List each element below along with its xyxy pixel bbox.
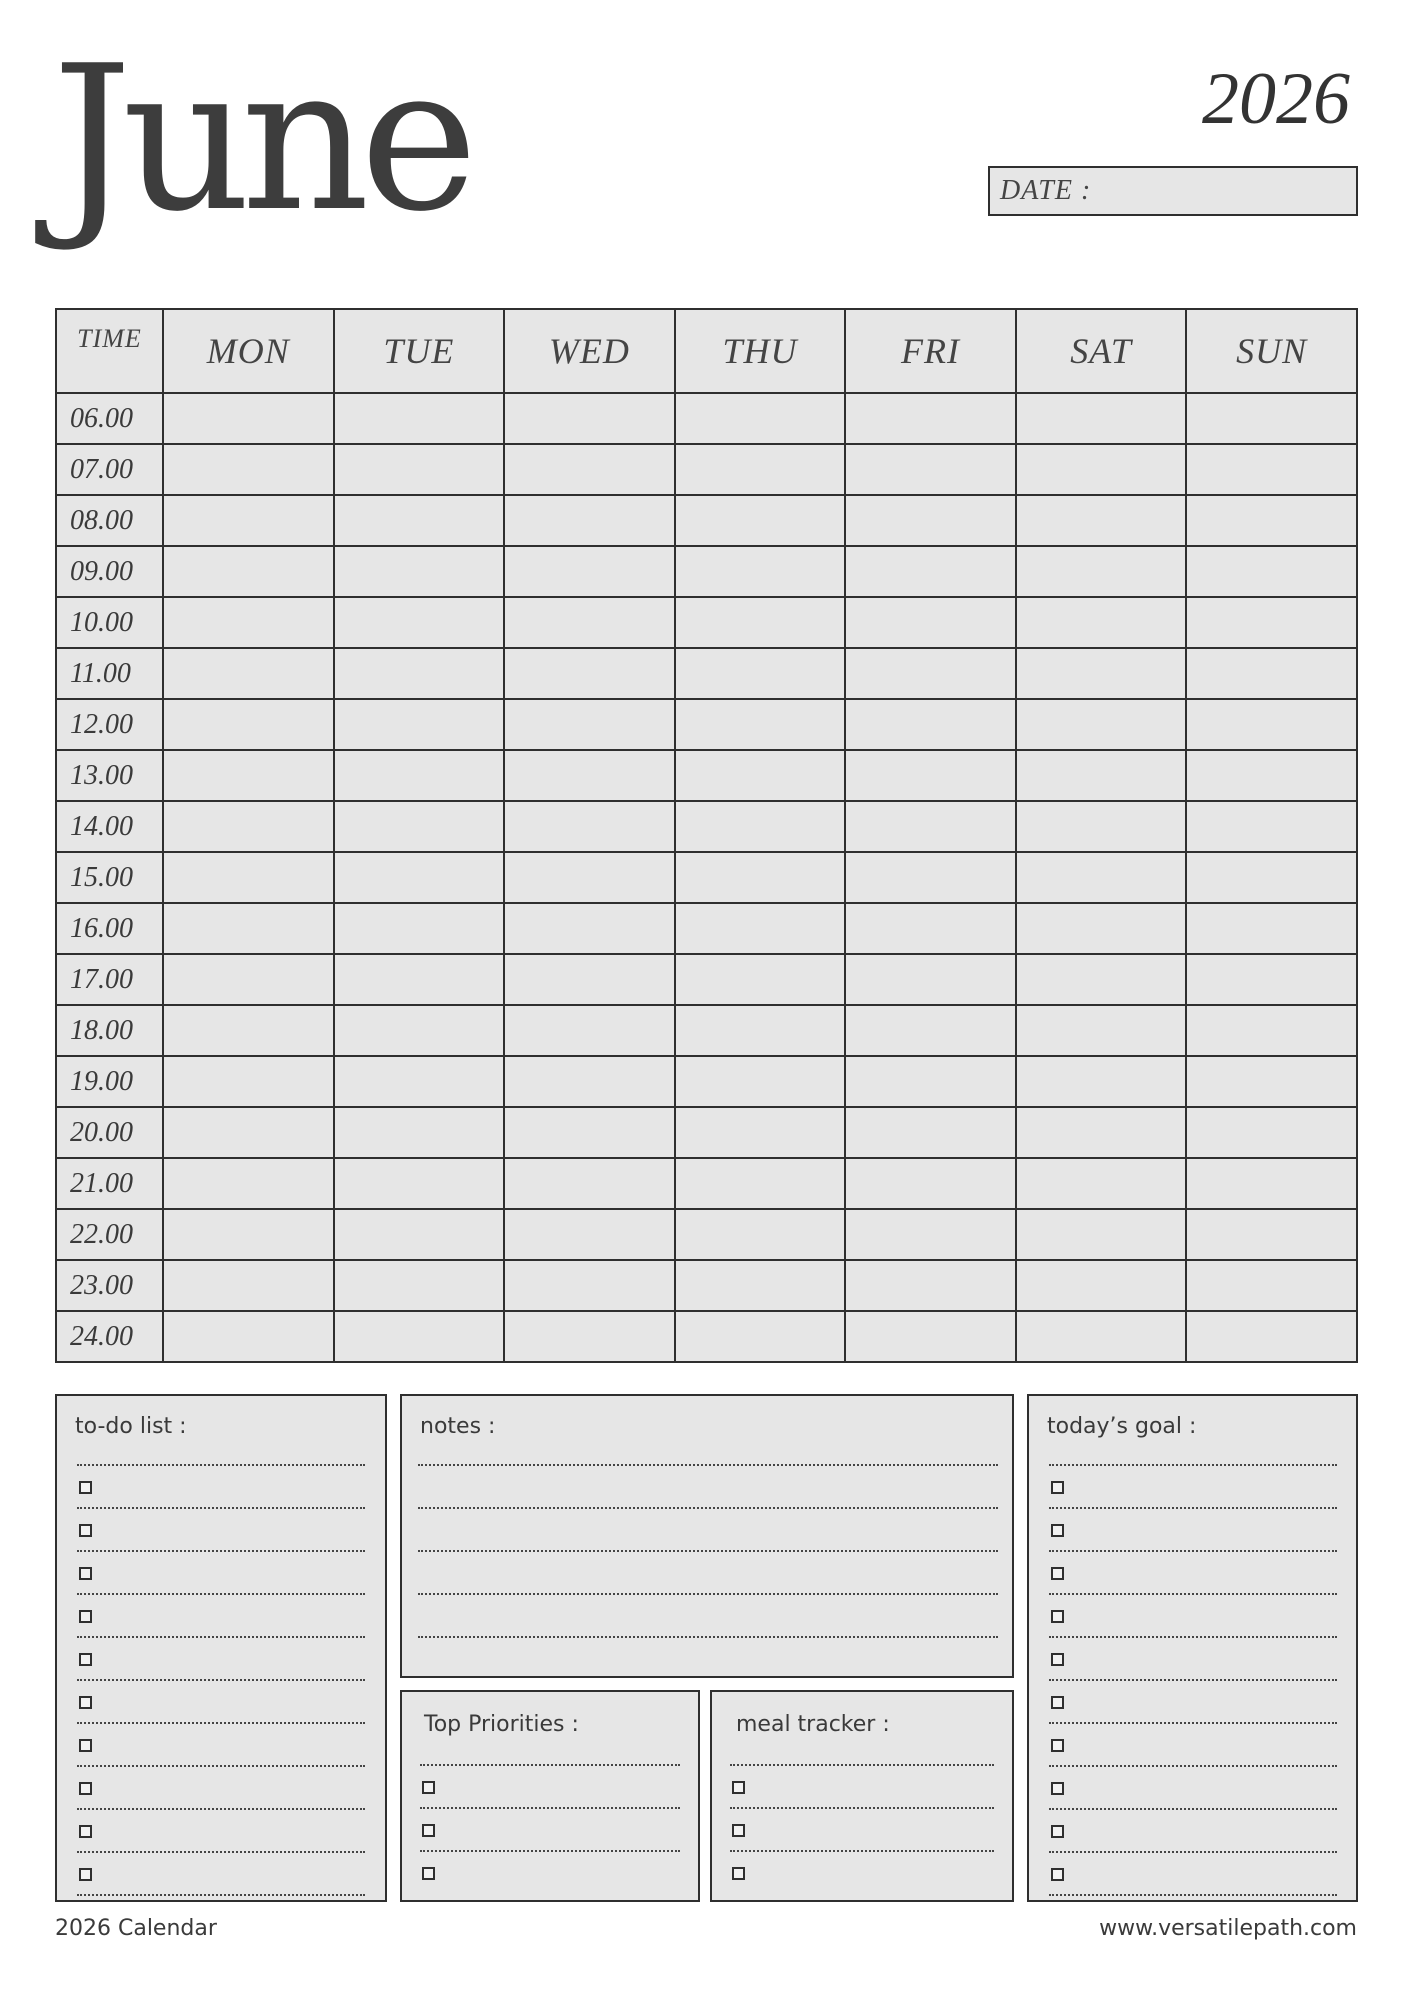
writing-line[interactable]: [1049, 1550, 1337, 1552]
checkbox[interactable]: [79, 1610, 92, 1623]
schedule-row: [56, 801, 1357, 852]
schedule-cell[interactable]: [1016, 546, 1187, 597]
time-label: 10.00: [56, 597, 163, 648]
schedule-cell[interactable]: [1016, 750, 1187, 801]
writing-line[interactable]: [1049, 1679, 1337, 1681]
writing-line[interactable]: [1049, 1808, 1337, 1810]
schedule-cell[interactable]: [1186, 1209, 1357, 1260]
writing-line[interactable]: [418, 1550, 998, 1552]
schedule-cell[interactable]: [1016, 1311, 1187, 1362]
writing-line[interactable]: [418, 1636, 998, 1638]
grid-header-row: [56, 309, 1357, 393]
schedule-cell[interactable]: [1186, 1107, 1357, 1158]
day-header-fri: FRI: [845, 309, 1016, 393]
schedule-cell[interactable]: [163, 699, 334, 750]
schedule-cell[interactable]: [1016, 393, 1187, 444]
writing-line[interactable]: [77, 1593, 365, 1595]
schedule-cell[interactable]: [675, 648, 846, 699]
schedule-cell[interactable]: [163, 1056, 334, 1107]
checkbox[interactable]: [1051, 1825, 1064, 1838]
schedule-cell[interactable]: [1016, 444, 1187, 495]
top-priorities-panel: [400, 1690, 700, 1902]
schedule-cell[interactable]: [845, 801, 1016, 852]
checkbox[interactable]: [79, 1868, 92, 1881]
time-label: 22.00: [56, 1209, 163, 1260]
checkbox[interactable]: [1051, 1653, 1064, 1666]
time-label: 07.00: [56, 444, 163, 495]
writing-line[interactable]: [418, 1593, 998, 1595]
year-title: 2026: [1202, 58, 1350, 140]
schedule-cell[interactable]: [1016, 597, 1187, 648]
checkbox[interactable]: [1051, 1524, 1064, 1537]
schedule-cell[interactable]: [675, 1107, 846, 1158]
schedule-cell[interactable]: [845, 852, 1016, 903]
writing-line[interactable]: [1049, 1765, 1337, 1767]
schedule-row: [56, 1209, 1357, 1260]
schedule-row: [56, 954, 1357, 1005]
schedule-cell[interactable]: [334, 648, 505, 699]
time-label: 14.00: [56, 801, 163, 852]
schedule-cell[interactable]: [334, 801, 505, 852]
schedule-cell[interactable]: [334, 954, 505, 1005]
checkbox[interactable]: [79, 1739, 92, 1752]
time-label: 15.00: [56, 852, 163, 903]
schedule-cell[interactable]: [504, 1209, 675, 1260]
checkbox[interactable]: [422, 1824, 435, 1837]
schedule-cell[interactable]: [163, 393, 334, 444]
checkbox[interactable]: [79, 1524, 92, 1537]
writing-line[interactable]: [77, 1808, 365, 1810]
schedule-cell[interactable]: [845, 597, 1016, 648]
schedule-cell[interactable]: [845, 546, 1016, 597]
schedule-cell[interactable]: [504, 699, 675, 750]
schedule-row: [56, 1056, 1357, 1107]
schedule-cell[interactable]: [163, 801, 334, 852]
schedule-cell[interactable]: [845, 903, 1016, 954]
writing-line[interactable]: [418, 1507, 998, 1509]
schedule-cell[interactable]: [845, 1107, 1016, 1158]
schedule-cell[interactable]: [1016, 1260, 1187, 1311]
schedule-row: [56, 648, 1357, 699]
schedule-cell[interactable]: [334, 1209, 505, 1260]
checkbox[interactable]: [1051, 1567, 1064, 1580]
footer-website-link[interactable]: www.versatilepath.com: [1099, 1916, 1357, 1941]
schedule-cell[interactable]: [504, 1107, 675, 1158]
time-label: 24.00: [56, 1311, 163, 1362]
writing-line[interactable]: [420, 1764, 680, 1766]
schedule-cell[interactable]: [1016, 699, 1187, 750]
writing-line[interactable]: [77, 1636, 365, 1638]
writing-line[interactable]: [1049, 1722, 1337, 1724]
time-column-header: TIME: [56, 309, 163, 393]
checkbox[interactable]: [732, 1867, 745, 1880]
schedule-cell[interactable]: [675, 903, 846, 954]
writing-line[interactable]: [77, 1851, 365, 1853]
schedule-cell[interactable]: [504, 597, 675, 648]
schedule-cell[interactable]: [675, 444, 846, 495]
schedule-cell[interactable]: [845, 1209, 1016, 1260]
schedule-cell[interactable]: [334, 1005, 505, 1056]
schedule-row: [56, 1158, 1357, 1209]
day-header-mon: MON: [163, 309, 334, 393]
schedule-cell[interactable]: [845, 699, 1016, 750]
schedule-row: [56, 1311, 1357, 1362]
schedule-cell[interactable]: [845, 393, 1016, 444]
schedule-cell[interactable]: [504, 1005, 675, 1056]
writing-line[interactable]: [77, 1894, 365, 1896]
schedule-cell[interactable]: [1016, 1005, 1187, 1056]
schedule-cell[interactable]: [504, 852, 675, 903]
schedule-row: [56, 1260, 1357, 1311]
todo-list-title: to-do list :: [75, 1414, 187, 1439]
schedule-cell[interactable]: [334, 1056, 505, 1107]
schedule-cell[interactable]: [675, 1311, 846, 1362]
date-label: DATE :: [1000, 175, 1092, 206]
schedule-cell[interactable]: [504, 648, 675, 699]
schedule-cell[interactable]: [504, 393, 675, 444]
schedule-cell[interactable]: [163, 852, 334, 903]
schedule-cell[interactable]: [1186, 648, 1357, 699]
schedule-cell[interactable]: [1186, 699, 1357, 750]
schedule-cell[interactable]: [1186, 750, 1357, 801]
schedule-cell[interactable]: [845, 1158, 1016, 1209]
writing-line[interactable]: [1049, 1636, 1337, 1638]
schedule-cell[interactable]: [1016, 1209, 1187, 1260]
schedule-cell[interactable]: [1186, 801, 1357, 852]
checkbox[interactable]: [1051, 1610, 1064, 1623]
schedule-cell[interactable]: [334, 1107, 505, 1158]
checkbox[interactable]: [79, 1481, 92, 1494]
schedule-cell[interactable]: [845, 1260, 1016, 1311]
schedule-cell[interactable]: [1186, 852, 1357, 903]
checkbox[interactable]: [422, 1867, 435, 1880]
schedule-row: [56, 1005, 1357, 1056]
schedule-cell[interactable]: [504, 903, 675, 954]
checkbox[interactable]: [1051, 1481, 1064, 1494]
time-label: 09.00: [56, 546, 163, 597]
checkbox[interactable]: [1051, 1739, 1064, 1752]
schedule-cell[interactable]: [1186, 1260, 1357, 1311]
todo-list-panel: [55, 1394, 387, 1902]
day-header-sun: SUN: [1186, 309, 1357, 393]
schedule-cell[interactable]: [334, 444, 505, 495]
time-label: 18.00: [56, 1005, 163, 1056]
notes-title: notes :: [420, 1414, 496, 1439]
schedule-cell[interactable]: [1186, 954, 1357, 1005]
writing-line[interactable]: [1049, 1851, 1337, 1853]
time-label: 11.00: [56, 648, 163, 699]
schedule-cell[interactable]: [1186, 393, 1357, 444]
schedule-cell[interactable]: [675, 1260, 846, 1311]
schedule-row: [56, 903, 1357, 954]
schedule-cell[interactable]: [334, 1158, 505, 1209]
notes-panel: [400, 1394, 1014, 1678]
time-label: 08.00: [56, 495, 163, 546]
schedule-cell[interactable]: [334, 750, 505, 801]
schedule-row: [56, 1107, 1357, 1158]
checkbox[interactable]: [79, 1567, 92, 1580]
writing-line[interactable]: [77, 1550, 365, 1552]
schedule-row: [56, 597, 1357, 648]
todays-goal-title: today’s goal :: [1047, 1414, 1197, 1439]
time-label: 16.00: [56, 903, 163, 954]
schedule-cell[interactable]: [1186, 495, 1357, 546]
schedule-cell[interactable]: [504, 954, 675, 1005]
footer-left-text: 2026 Calendar: [55, 1916, 217, 1941]
weekly-schedule-grid: [55, 308, 1358, 1363]
schedule-cell[interactable]: [1186, 1158, 1357, 1209]
writing-line[interactable]: [1049, 1464, 1337, 1466]
schedule-cell[interactable]: [163, 648, 334, 699]
schedule-cell[interactable]: [334, 393, 505, 444]
schedule-cell[interactable]: [1186, 903, 1357, 954]
schedule-row: [56, 444, 1357, 495]
schedule-cell[interactable]: [1186, 1311, 1357, 1362]
writing-line[interactable]: [730, 1764, 994, 1766]
schedule-cell[interactable]: [163, 444, 334, 495]
checkbox[interactable]: [1051, 1782, 1064, 1795]
schedule-cell[interactable]: [675, 1005, 846, 1056]
schedule-row: [56, 852, 1357, 903]
time-label: 23.00: [56, 1260, 163, 1311]
schedule-cell[interactable]: [163, 954, 334, 1005]
writing-line[interactable]: [420, 1807, 680, 1809]
day-header-wed: WED: [504, 309, 675, 393]
schedule-cell[interactable]: [845, 954, 1016, 1005]
schedule-cell[interactable]: [504, 801, 675, 852]
schedule-cell[interactable]: [845, 648, 1016, 699]
writing-line[interactable]: [730, 1850, 994, 1852]
schedule-cell[interactable]: [1186, 444, 1357, 495]
schedule-cell[interactable]: [1186, 1056, 1357, 1107]
schedule-cell[interactable]: [675, 546, 846, 597]
schedule-cell[interactable]: [504, 1056, 675, 1107]
schedule-cell[interactable]: [163, 495, 334, 546]
day-header-sat: SAT: [1016, 309, 1187, 393]
schedule-cell[interactable]: [163, 1209, 334, 1260]
schedule-cell[interactable]: [1016, 954, 1187, 1005]
schedule-cell[interactable]: [504, 444, 675, 495]
checkbox[interactable]: [79, 1825, 92, 1838]
schedule-cell[interactable]: [1186, 1005, 1357, 1056]
writing-line[interactable]: [77, 1679, 365, 1681]
schedule-cell[interactable]: [504, 1260, 675, 1311]
schedule-cell[interactable]: [675, 1158, 846, 1209]
checkbox[interactable]: [1051, 1868, 1064, 1881]
schedule-cell[interactable]: [1016, 903, 1187, 954]
schedule-cell[interactable]: [1016, 852, 1187, 903]
schedule-cell[interactable]: [1186, 546, 1357, 597]
schedule-cell[interactable]: [675, 597, 846, 648]
top-priorities-title: Top Priorities :: [424, 1712, 579, 1737]
writing-line[interactable]: [1049, 1507, 1337, 1509]
meal-tracker-title: meal tracker :: [736, 1712, 890, 1737]
writing-line[interactable]: [77, 1722, 365, 1724]
schedule-row: [56, 546, 1357, 597]
schedule-cell[interactable]: [163, 1005, 334, 1056]
schedule-cell[interactable]: [334, 1260, 505, 1311]
meal-tracker-panel: [710, 1690, 1014, 1902]
checkbox[interactable]: [732, 1824, 745, 1837]
date-field[interactable]: [988, 166, 1358, 216]
time-label: 19.00: [56, 1056, 163, 1107]
schedule-cell[interactable]: [845, 750, 1016, 801]
schedule-cell[interactable]: [1016, 495, 1187, 546]
schedule-cell[interactable]: [504, 1311, 675, 1362]
schedule-cell[interactable]: [675, 393, 846, 444]
todays-goal-panel: [1027, 1394, 1358, 1902]
time-label: 06.00: [56, 393, 163, 444]
schedule-cell[interactable]: [163, 1158, 334, 1209]
schedule-cell[interactable]: [1016, 648, 1187, 699]
schedule-cell[interactable]: [675, 801, 846, 852]
schedule-cell[interactable]: [334, 903, 505, 954]
schedule-cell[interactable]: [163, 750, 334, 801]
schedule-cell[interactable]: [504, 546, 675, 597]
time-label: 21.00: [56, 1158, 163, 1209]
schedule-cell[interactable]: [163, 597, 334, 648]
schedule-row: [56, 393, 1357, 444]
schedule-cell[interactable]: [163, 1260, 334, 1311]
schedule-cell[interactable]: [334, 597, 505, 648]
schedule-cell[interactable]: [163, 1107, 334, 1158]
schedule-cell[interactable]: [163, 546, 334, 597]
month-title: June: [52, 23, 469, 256]
schedule-cell[interactable]: [845, 495, 1016, 546]
schedule-row: [56, 495, 1357, 546]
writing-line[interactable]: [420, 1850, 680, 1852]
schedule-cell[interactable]: [334, 1311, 505, 1362]
schedule-row: [56, 699, 1357, 750]
schedule-cell[interactable]: [845, 1311, 1016, 1362]
day-header-thu: THU: [675, 309, 846, 393]
schedule-cell[interactable]: [1016, 1107, 1187, 1158]
schedule-cell[interactable]: [1016, 1158, 1187, 1209]
checkbox[interactable]: [422, 1781, 435, 1794]
schedule-cell[interactable]: [504, 495, 675, 546]
schedule-cell[interactable]: [1016, 801, 1187, 852]
schedule-cell[interactable]: [675, 495, 846, 546]
schedule-cell[interactable]: [334, 495, 505, 546]
schedule-cell[interactable]: [675, 750, 846, 801]
schedule-cell[interactable]: [675, 852, 846, 903]
schedule-cell[interactable]: [675, 1056, 846, 1107]
schedule-cell[interactable]: [1186, 597, 1357, 648]
time-label: 20.00: [56, 1107, 163, 1158]
checkbox[interactable]: [79, 1696, 92, 1709]
schedule-cell[interactable]: [334, 852, 505, 903]
writing-line[interactable]: [730, 1807, 994, 1809]
schedule-cell[interactable]: [675, 1209, 846, 1260]
writing-line[interactable]: [1049, 1593, 1337, 1595]
schedule-cell[interactable]: [334, 546, 505, 597]
writing-line[interactable]: [77, 1765, 365, 1767]
schedule-cell[interactable]: [504, 750, 675, 801]
time-label: 12.00: [56, 699, 163, 750]
schedule-cell[interactable]: [675, 954, 846, 1005]
schedule-cell[interactable]: [845, 1056, 1016, 1107]
checkbox[interactable]: [79, 1653, 92, 1666]
schedule-cell[interactable]: [845, 1005, 1016, 1056]
day-header-tue: TUE: [334, 309, 505, 393]
writing-line[interactable]: [1049, 1894, 1337, 1896]
time-label: 13.00: [56, 750, 163, 801]
time-label: 17.00: [56, 954, 163, 1005]
schedule-cell[interactable]: [675, 699, 846, 750]
schedule-cell[interactable]: [163, 903, 334, 954]
schedule-cell[interactable]: [504, 1158, 675, 1209]
checkbox[interactable]: [79, 1782, 92, 1795]
writing-line[interactable]: [77, 1507, 365, 1509]
writing-line[interactable]: [418, 1464, 998, 1466]
writing-line[interactable]: [77, 1464, 365, 1466]
checkbox[interactable]: [1051, 1696, 1064, 1709]
schedule-cell[interactable]: [334, 699, 505, 750]
schedule-cell[interactable]: [1016, 1056, 1187, 1107]
schedule-row: [56, 750, 1357, 801]
schedule-cell[interactable]: [163, 1311, 334, 1362]
schedule-cell[interactable]: [845, 444, 1016, 495]
checkbox[interactable]: [732, 1781, 745, 1794]
